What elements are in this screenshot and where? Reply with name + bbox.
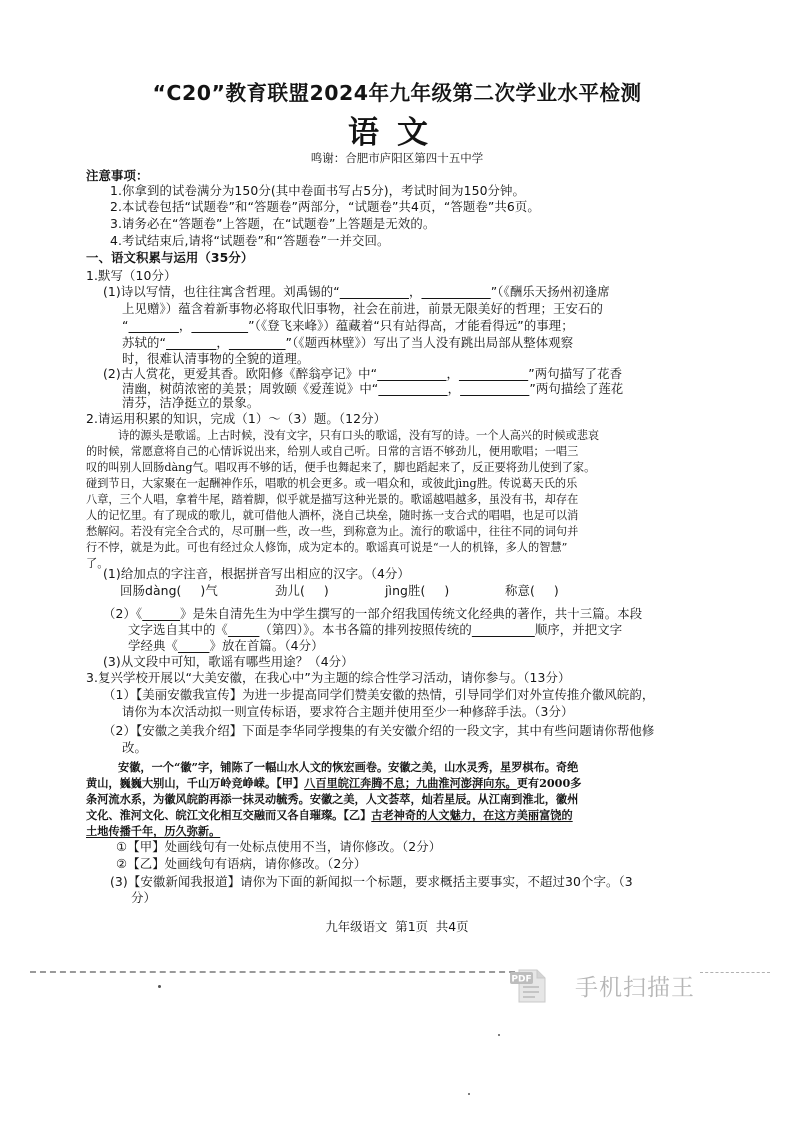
passage-line: 条河流水系，为徽风皖韵再添一抹灵动毓秀。安徽之美，人文荟萃，灿若星辰。从江南到淮北，徽州 bbox=[86, 792, 579, 806]
underlined-sentence-yi-cont: 土地传播千年，历久弥新。 bbox=[86, 824, 221, 838]
pdf-document-icon bbox=[509, 966, 549, 1004]
passage-line: 人的记忆里。有了现成的歌儿，就可借他人酒杯，浇自己块垒，随时拣一支合式的唱唱，也足可以消 bbox=[86, 509, 579, 522]
q1-1-line1: (1)诗以写情，也往往寓含哲理。刘禹锡的“ ， ”（《酬乐天扬州初逢席 bbox=[103, 284, 610, 299]
passage-line: 了。 bbox=[86, 557, 109, 570]
q1-2-line2: 清幽，树荫浓密的美景；周敦颐《爱莲说》中“ ， ”两句描绘了莲花 bbox=[122, 381, 624, 396]
underlined-sentence-jia: 八百里皖江奔腾不息；九曲淮河澎湃向东。 bbox=[304, 776, 517, 790]
note-item: 4.考试结束后,请将“试题卷”和“答题卷”一并交回。 bbox=[110, 233, 390, 248]
q1-1-line2: 上见赠》）蕴含着新事物必将取代旧事物，社会在前进，前景无限美好的哲理；王安石的 bbox=[122, 301, 603, 316]
q1-1-line5: 时，很难认清事物的全貌的道理。 bbox=[122, 351, 310, 366]
passage-line: 愁解闷。若没有完全合式的，尽可删一些，改一些，到称意为止。流行的歌谣中，往往不同的词句并 bbox=[86, 525, 579, 538]
note-item: 2.本试卷包括“试题卷”和“答题卷”两部分，“试题卷”共4页，“答题卷”共6页。 bbox=[110, 199, 540, 214]
q3-2-item: ①【甲】处画线句有一处标点使用不当，请你修改。（2分） bbox=[116, 839, 442, 854]
passage-line: 叹的叫别人回肠dàng气。唱叹再不够的话，便手也舞起来了，脚也蹈起来了，反正要将劲儿使到了家。 bbox=[86, 461, 596, 474]
q3-3-line2: 分） bbox=[131, 890, 156, 905]
q2-2-line1: （2）《 》是朱自清先生为中学生撰写的一部介绍我国传统文化经典的著作，共十三篇。本段 bbox=[103, 606, 643, 621]
passage-line: 八章，三个人唱，拿着牛尾，踏着脚，似乎就是描写这种光景的。歌谣越唱越多，虽没有书，却存在 bbox=[86, 493, 579, 506]
pinyin-item: jìng胜( ) bbox=[385, 583, 450, 598]
scan-cut-line bbox=[700, 972, 770, 973]
q2-2-line3: 学经典《 》放在首篇。（4分） bbox=[128, 638, 324, 653]
pinyin-item: 劲儿( ) bbox=[275, 583, 329, 598]
passage-line: 文化、淮河文化、皖江文化相互交融而又各自璀璨。【乙】古老神奇的人文魅力，在这方美丽富饶的 bbox=[86, 808, 573, 822]
passage-line: 安徽，一个“徽”字，铺陈了一幅山水人文的恢宏画卷。安徽之美，山水灵秀，星罗棋布。奇绝 bbox=[118, 760, 579, 774]
scan-speck bbox=[498, 1034, 500, 1036]
underlined-sentence-yi: 古老神奇的人文魅力，在这方美丽富饶的 bbox=[371, 808, 573, 822]
passage-line: 碰到节日，大家聚在一起酬神作乐，唱歌的机会更多。或一唱众和，或彼此jìng胜。传说葛天氏的乐 bbox=[86, 477, 578, 490]
q2-1-text: (1)给加点的字注音，根据拼音写出相应的汉字。（4分） bbox=[103, 566, 410, 581]
question-title: 2.请运用积累的知识，完成（1）～（3）题。（12分） bbox=[86, 411, 387, 426]
q2-2-line2: 文字选自其中的《 （第四）》。本书各篇的排列按照传统的 顺序，并把文字 bbox=[128, 622, 623, 637]
passage-line: 的时候，常愿意将自己的心情诉说出来，给别人或自己听。日常的言语不够劲儿，便用歌唱；一唱三 bbox=[86, 445, 579, 458]
exam-title: “C20”教育联盟2024年九年级第二次学业水平检测 bbox=[152, 81, 642, 105]
scan-speck bbox=[468, 1093, 470, 1095]
note-item: 1.你拿到的试卷满分为150分(其中卷面书写占5分)，考试时间为150分钟。 bbox=[110, 183, 526, 198]
q1-2-line1: (2)古人赏花，更爱其香。欧阳修《醉翁亭记》中“ ， ”两句描写了花香 bbox=[103, 366, 623, 381]
question-title: 1.默写（10分） bbox=[86, 268, 177, 283]
scan-speck bbox=[158, 985, 161, 988]
note-item: 3.请务必在“答题卷”上答题，在“试题卷”上答题是无效的。 bbox=[110, 216, 436, 231]
acknowledgement: 鸣谢：合肥市庐阳区第四十五中学 bbox=[310, 151, 484, 165]
q3-2-line1: （2）【安徽之美我介绍】下面是李华同学搜集的有关安徽介绍的一段文字，其中有些问题请你帮他修 bbox=[103, 723, 655, 738]
pinyin-item: 回肠dàng( )气 bbox=[120, 583, 218, 598]
q3-1-line1: （1）【美丽安徽我宣传】为进一步提高同学们赞美安徽的热情，引导同学们对外宣传推介徽风皖韵， bbox=[103, 687, 655, 702]
q3-1-line2: 请你为本次活动拟一则宣传标语，要求符合主题并使用至少一种修辞手法。（3分） bbox=[122, 704, 574, 719]
passage-line: 行不悖，就是为此。可也有经过众人修饰，成为定本的。歌谣真可说是“一人的机锋，多人的智慧” bbox=[86, 541, 568, 554]
q1-1-line4: 苏轼的“ ， ”（《题西林壁》）写出了当人没有跳出局部从整体观察 bbox=[122, 335, 574, 350]
passage-line: 黄山，巍巍大别山，千山万岭竞峥嵘。【甲】八百里皖江奔腾不息；九曲淮河澎湃向东。更有2000多 bbox=[86, 776, 582, 790]
watermark-text: 手机扫描王 bbox=[575, 975, 695, 1001]
section-heading: 一、语文积累与运用（35分） bbox=[86, 250, 254, 265]
pdf-label: PDF bbox=[511, 974, 532, 985]
scan-cut-line bbox=[30, 971, 535, 973]
pinyin-item: 称意( ) bbox=[505, 583, 559, 598]
q3-2-item: ②【乙】处画线句有语病，请你修改。（2分） bbox=[116, 856, 367, 871]
q3-2-line2: 改。 bbox=[122, 740, 147, 755]
page-footer: 九年级语文 第1页 共4页 bbox=[325, 919, 469, 934]
subject-title: 语文 bbox=[348, 115, 446, 151]
passage-line: 诗的源头是歌谣。上古时候，没有文字，只有口头的歌谣，没有写的诗。一个人高兴的时候或悲哀 bbox=[118, 429, 600, 442]
passage-line bbox=[86, 824, 220, 839]
notes-heading: 注意事项： bbox=[86, 168, 149, 183]
q1-1-line3: “ ， ”（《登飞来峰》）蕴藏着“只有站得高，才能看得远”的事理； bbox=[122, 318, 574, 333]
q1-2-line3: 清芬，洁净挺立的景象。 bbox=[122, 395, 260, 410]
question-title: 3.复兴学校开展以“大美安徽，在我心中”为主题的综合性学习活动，请你参与。（13分） bbox=[86, 670, 571, 685]
q3-3-line1: (3)【安徽新闻我报道】请你为下面的新闻拟一个标题，要求概括主要事实，不超过30个字。（3 bbox=[110, 874, 633, 889]
q2-3-text: (3)从文段中可知，歌谣有哪些用途？（4分） bbox=[103, 654, 354, 669]
